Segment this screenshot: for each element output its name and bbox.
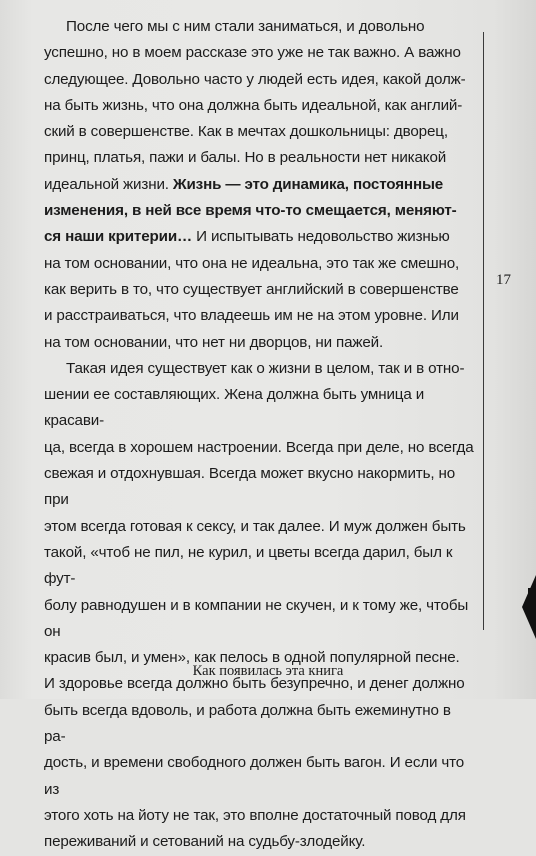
body-text [44,14,474,856]
paragraph-1-text-start: После чего мы с ним стали заниматься, и довольно успешно, но в моем рассказе это уже не так важно. А важно следующее. Довольно часто у людей есть идея, какой долж- на быть жизнь, что она должна быть идеальной, как англий- ский в совершенстве. Как в мечтах дошкольницы: дворец, принц, платья, пажи и балы. Но в реальности нет никакой идеальной жизни. [44,18,466,193]
paragraph-1-text-end: И испытывать недовольство жизнью на том основании, что она не идеальна, это так же смешно, как верить в то, что существует английский в совершенстве и расстраиваться, что владеешь им не на этом уровне. Или на том основании, что нет ни дворцов, ни пажей. [44,228,460,351]
page-number: 17 [496,272,511,288]
paragraph-2: Такая идея существует как о жизни в целом, так и в отно- шении ее составляющих. Жена должна быть умница и красави- ца, всегда в хорошем настроении. Всегда при деле, но всегда свежая и отдохнувшая. Всегда может вкусно накормить, но при этом всегда готовая к сексу, и так далее. И муж должен быть такой, «чтоб не пил, не курил, и цветы всегда дарил, был к фут- болу равнодушен и в компании не скучен, и к тому же, чтобы он красив был, и умен», как пелось в одной популярной песне. И здоровье всегда должно быть безупречно, и денег должно быть всегда вдоволь, и работа должна быть ежеминутно в ра- дость, и времени свободного должен быть вагон. И если что из этого хоть на йоту не так, это вполне достаточный повод для переживаний и сетований на судьбу-злодейку. [44,359,474,851]
paragraph-1 [44,14,474,356]
paragraph-1-bold-text: Жизнь — это динамика, постоянные изменения, в ней все время что-то смещается, меняют- ся наши критерии… [44,175,457,246]
running-footer: Как появилась эта книга [192,663,344,679]
edge-thumb-mark-band [528,588,536,618]
margin-rule [483,32,484,630]
